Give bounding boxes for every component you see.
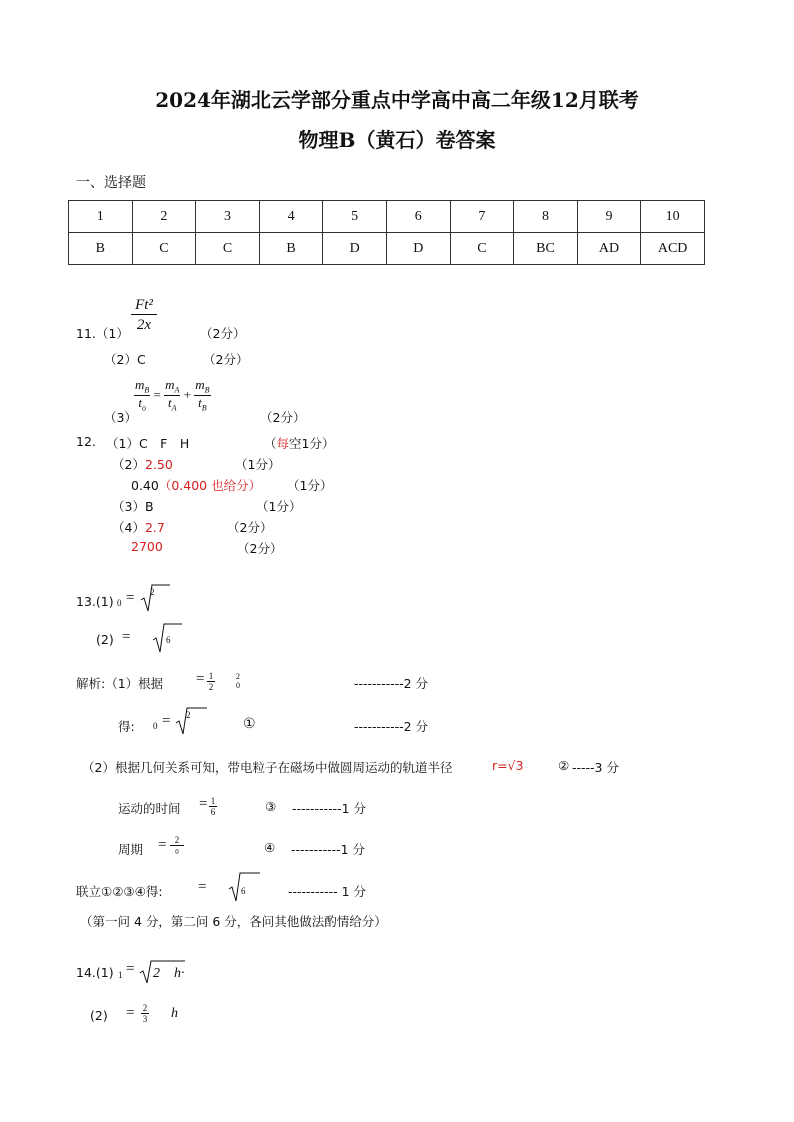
q12-l2-label: （2） bbox=[112, 457, 145, 472]
red-char: 每 bbox=[276, 436, 290, 451]
q11-equation bbox=[134, 378, 211, 414]
table-header-cell: 5 bbox=[323, 201, 387, 233]
table-answer-cell: C bbox=[196, 233, 260, 265]
q12-l4: （3）B bbox=[112, 499, 154, 514]
answer-table bbox=[68, 200, 705, 265]
frac-den: 3 bbox=[142, 1014, 148, 1024]
q12-l5-value: 2.7 bbox=[144, 520, 165, 535]
table-answer-cell: D bbox=[323, 233, 387, 265]
sub: 0 bbox=[153, 721, 158, 731]
circle-3: ③ bbox=[265, 799, 277, 814]
table-header-cell: 9 bbox=[577, 201, 641, 233]
q13-c-text: （2）根据几何关系可知，带电粒子在磁场中做圆周运动的轨道半径 bbox=[82, 760, 453, 775]
frac-num: 1 bbox=[210, 796, 216, 806]
q12-l6-score: （2分） bbox=[237, 541, 283, 556]
eq-m: m bbox=[165, 377, 175, 392]
eq-m: m bbox=[195, 377, 205, 392]
table-header-cell: 1 bbox=[69, 201, 133, 233]
eq-sub: B bbox=[201, 403, 207, 413]
q12-l3-note: （0.400 也给分） bbox=[158, 478, 262, 493]
equal: = bbox=[196, 671, 205, 687]
q11-p3-score: （2分） bbox=[260, 410, 306, 425]
table-answer-cell: B bbox=[259, 233, 323, 265]
eq-equal: = bbox=[153, 386, 161, 402]
circle-4: ④ bbox=[264, 840, 276, 855]
sqrt-sign bbox=[175, 707, 207, 735]
eq-sub: o bbox=[141, 403, 146, 413]
eq-t: t bbox=[168, 395, 172, 411]
equal: = bbox=[158, 837, 167, 853]
table-answer-cell: AD bbox=[577, 233, 641, 265]
table-answer-row bbox=[69, 233, 705, 265]
q11-p2: （2）C bbox=[104, 352, 146, 367]
frac-den: 2 bbox=[208, 682, 214, 692]
q11-score: （2分） bbox=[200, 326, 246, 341]
score: -----------1 分 bbox=[291, 842, 366, 857]
frac-two-thirds bbox=[141, 1003, 149, 1025]
eq-m: m bbox=[135, 377, 145, 392]
equal: = bbox=[162, 713, 171, 729]
sub: 0 bbox=[117, 598, 122, 608]
frac-sixth bbox=[209, 796, 217, 818]
frac-num: 1 bbox=[208, 671, 214, 681]
q13-d-label: 运动的时间 bbox=[118, 801, 181, 816]
sub: 0 bbox=[236, 681, 240, 690]
eq-sub: B bbox=[204, 385, 210, 395]
circle-2: ② bbox=[558, 758, 570, 773]
score: -----------2 分 bbox=[354, 719, 429, 734]
q11-p2-score: （2分） bbox=[203, 352, 249, 367]
q13-e-label: 周期 bbox=[118, 842, 144, 857]
eq-plus: + bbox=[183, 386, 191, 402]
table-answer-cell: D bbox=[386, 233, 450, 265]
table-header-cell: 8 bbox=[514, 201, 578, 233]
q12-l5 bbox=[112, 518, 165, 536]
q12-l5-score: （2分） bbox=[227, 520, 273, 535]
equal: = bbox=[199, 796, 208, 812]
paren: （ bbox=[264, 436, 277, 451]
q13-f-label: 联立①②③④得: bbox=[76, 884, 163, 899]
radicand: 2 bbox=[150, 587, 155, 597]
frac-num: 2 bbox=[142, 1003, 148, 1013]
q12-l2 bbox=[112, 455, 173, 473]
table-answer-cell: B bbox=[69, 233, 133, 265]
radicand: 6 bbox=[241, 886, 246, 896]
eq-t: t bbox=[198, 395, 202, 411]
radicand: 6 bbox=[166, 635, 171, 645]
q13-note: （第一问 4 分，第二问 6 分，各问其他做法酌情给分） bbox=[80, 914, 387, 929]
q13-l1-label: 13.(1) bbox=[76, 594, 114, 609]
equal: = bbox=[198, 879, 207, 895]
q13-c-radius: r=√3 bbox=[492, 758, 524, 773]
q14-l1-label: 14.(1) bbox=[76, 965, 114, 980]
score: ----------- 1 分 bbox=[288, 884, 367, 899]
eq-frac-mb-tb bbox=[194, 378, 210, 414]
sup: 2 bbox=[236, 672, 240, 681]
score-rest: 空1分） bbox=[289, 436, 335, 451]
sub: 1 bbox=[118, 970, 123, 980]
eq-sub: B bbox=[144, 385, 150, 395]
q12-l3-value: 0.40 bbox=[131, 478, 159, 493]
table-answer-cell: C bbox=[450, 233, 514, 265]
q12-l2-value: 2.50 bbox=[144, 457, 173, 472]
radicand: 2 bbox=[186, 710, 191, 720]
eq-sub: A bbox=[174, 385, 180, 395]
equal: = bbox=[122, 629, 131, 645]
sqrt-sign bbox=[140, 584, 170, 612]
eq-frac-ma-ta bbox=[164, 378, 180, 414]
q12-l6-value: 2700 bbox=[131, 539, 163, 554]
var-h: h bbox=[171, 1006, 178, 1021]
q13-l2-label: (2) bbox=[96, 632, 114, 647]
q12-label: 12. bbox=[76, 434, 96, 449]
equal: = bbox=[126, 961, 135, 977]
frac-half bbox=[207, 671, 215, 693]
eq-t: t bbox=[138, 395, 142, 411]
table-header-row bbox=[69, 201, 705, 233]
table-answer-cell: ACD bbox=[641, 233, 705, 265]
q12-l1: （1）C F H bbox=[106, 436, 190, 451]
q12-l2-score: （1分） bbox=[235, 457, 281, 472]
table-answer-cell: BC bbox=[514, 233, 578, 265]
frac-den: 6 bbox=[210, 807, 216, 817]
page-title: 2024年湖北云学部分重点中学高中高二年级12月联考 bbox=[155, 88, 639, 112]
radicand: 2 h· bbox=[153, 966, 185, 981]
table-header-cell: 10 bbox=[641, 201, 705, 233]
q12-l5-label: （4） bbox=[112, 520, 145, 535]
table-header-cell: 6 bbox=[386, 201, 450, 233]
table-header-cell: 3 bbox=[196, 201, 260, 233]
q11-p3: （3） bbox=[104, 410, 137, 425]
table-header-cell: 7 bbox=[450, 201, 514, 233]
page-subtitle: 物理B（黄石）卷答案 bbox=[298, 128, 496, 152]
q11-frac-den: 2x bbox=[136, 317, 152, 333]
section-heading: 一、选择题 bbox=[76, 175, 146, 191]
score: -----3 分 bbox=[572, 760, 619, 775]
q11-frac bbox=[131, 296, 157, 335]
q11-frac-num: Ft² bbox=[131, 296, 157, 315]
table-answer-cell: C bbox=[132, 233, 196, 265]
frac-period bbox=[170, 835, 184, 858]
score: -----------2 分 bbox=[354, 676, 429, 691]
q14-l2-label: (2) bbox=[90, 1008, 108, 1023]
table-header-cell: 4 bbox=[259, 201, 323, 233]
circle-1: ① bbox=[243, 716, 256, 732]
equal: = bbox=[126, 590, 135, 606]
q12-l4-score: （1分） bbox=[256, 499, 302, 514]
q12-l1-score bbox=[264, 434, 334, 452]
q11-label: 11.（1） bbox=[76, 326, 129, 341]
q13-b-label: 得: bbox=[118, 719, 135, 734]
q12-l3 bbox=[131, 476, 261, 494]
frac-num: 2 bbox=[170, 835, 184, 846]
equal: = bbox=[126, 1005, 135, 1021]
eq-sub: A bbox=[171, 403, 177, 413]
score: -----------1 分 bbox=[292, 801, 367, 816]
q13-analysis-label: 解析:（1）根据 bbox=[76, 676, 164, 691]
frac-den: 0 bbox=[175, 848, 179, 856]
table-header-cell: 2 bbox=[132, 201, 196, 233]
q12-l3-score: （1分） bbox=[287, 478, 333, 493]
